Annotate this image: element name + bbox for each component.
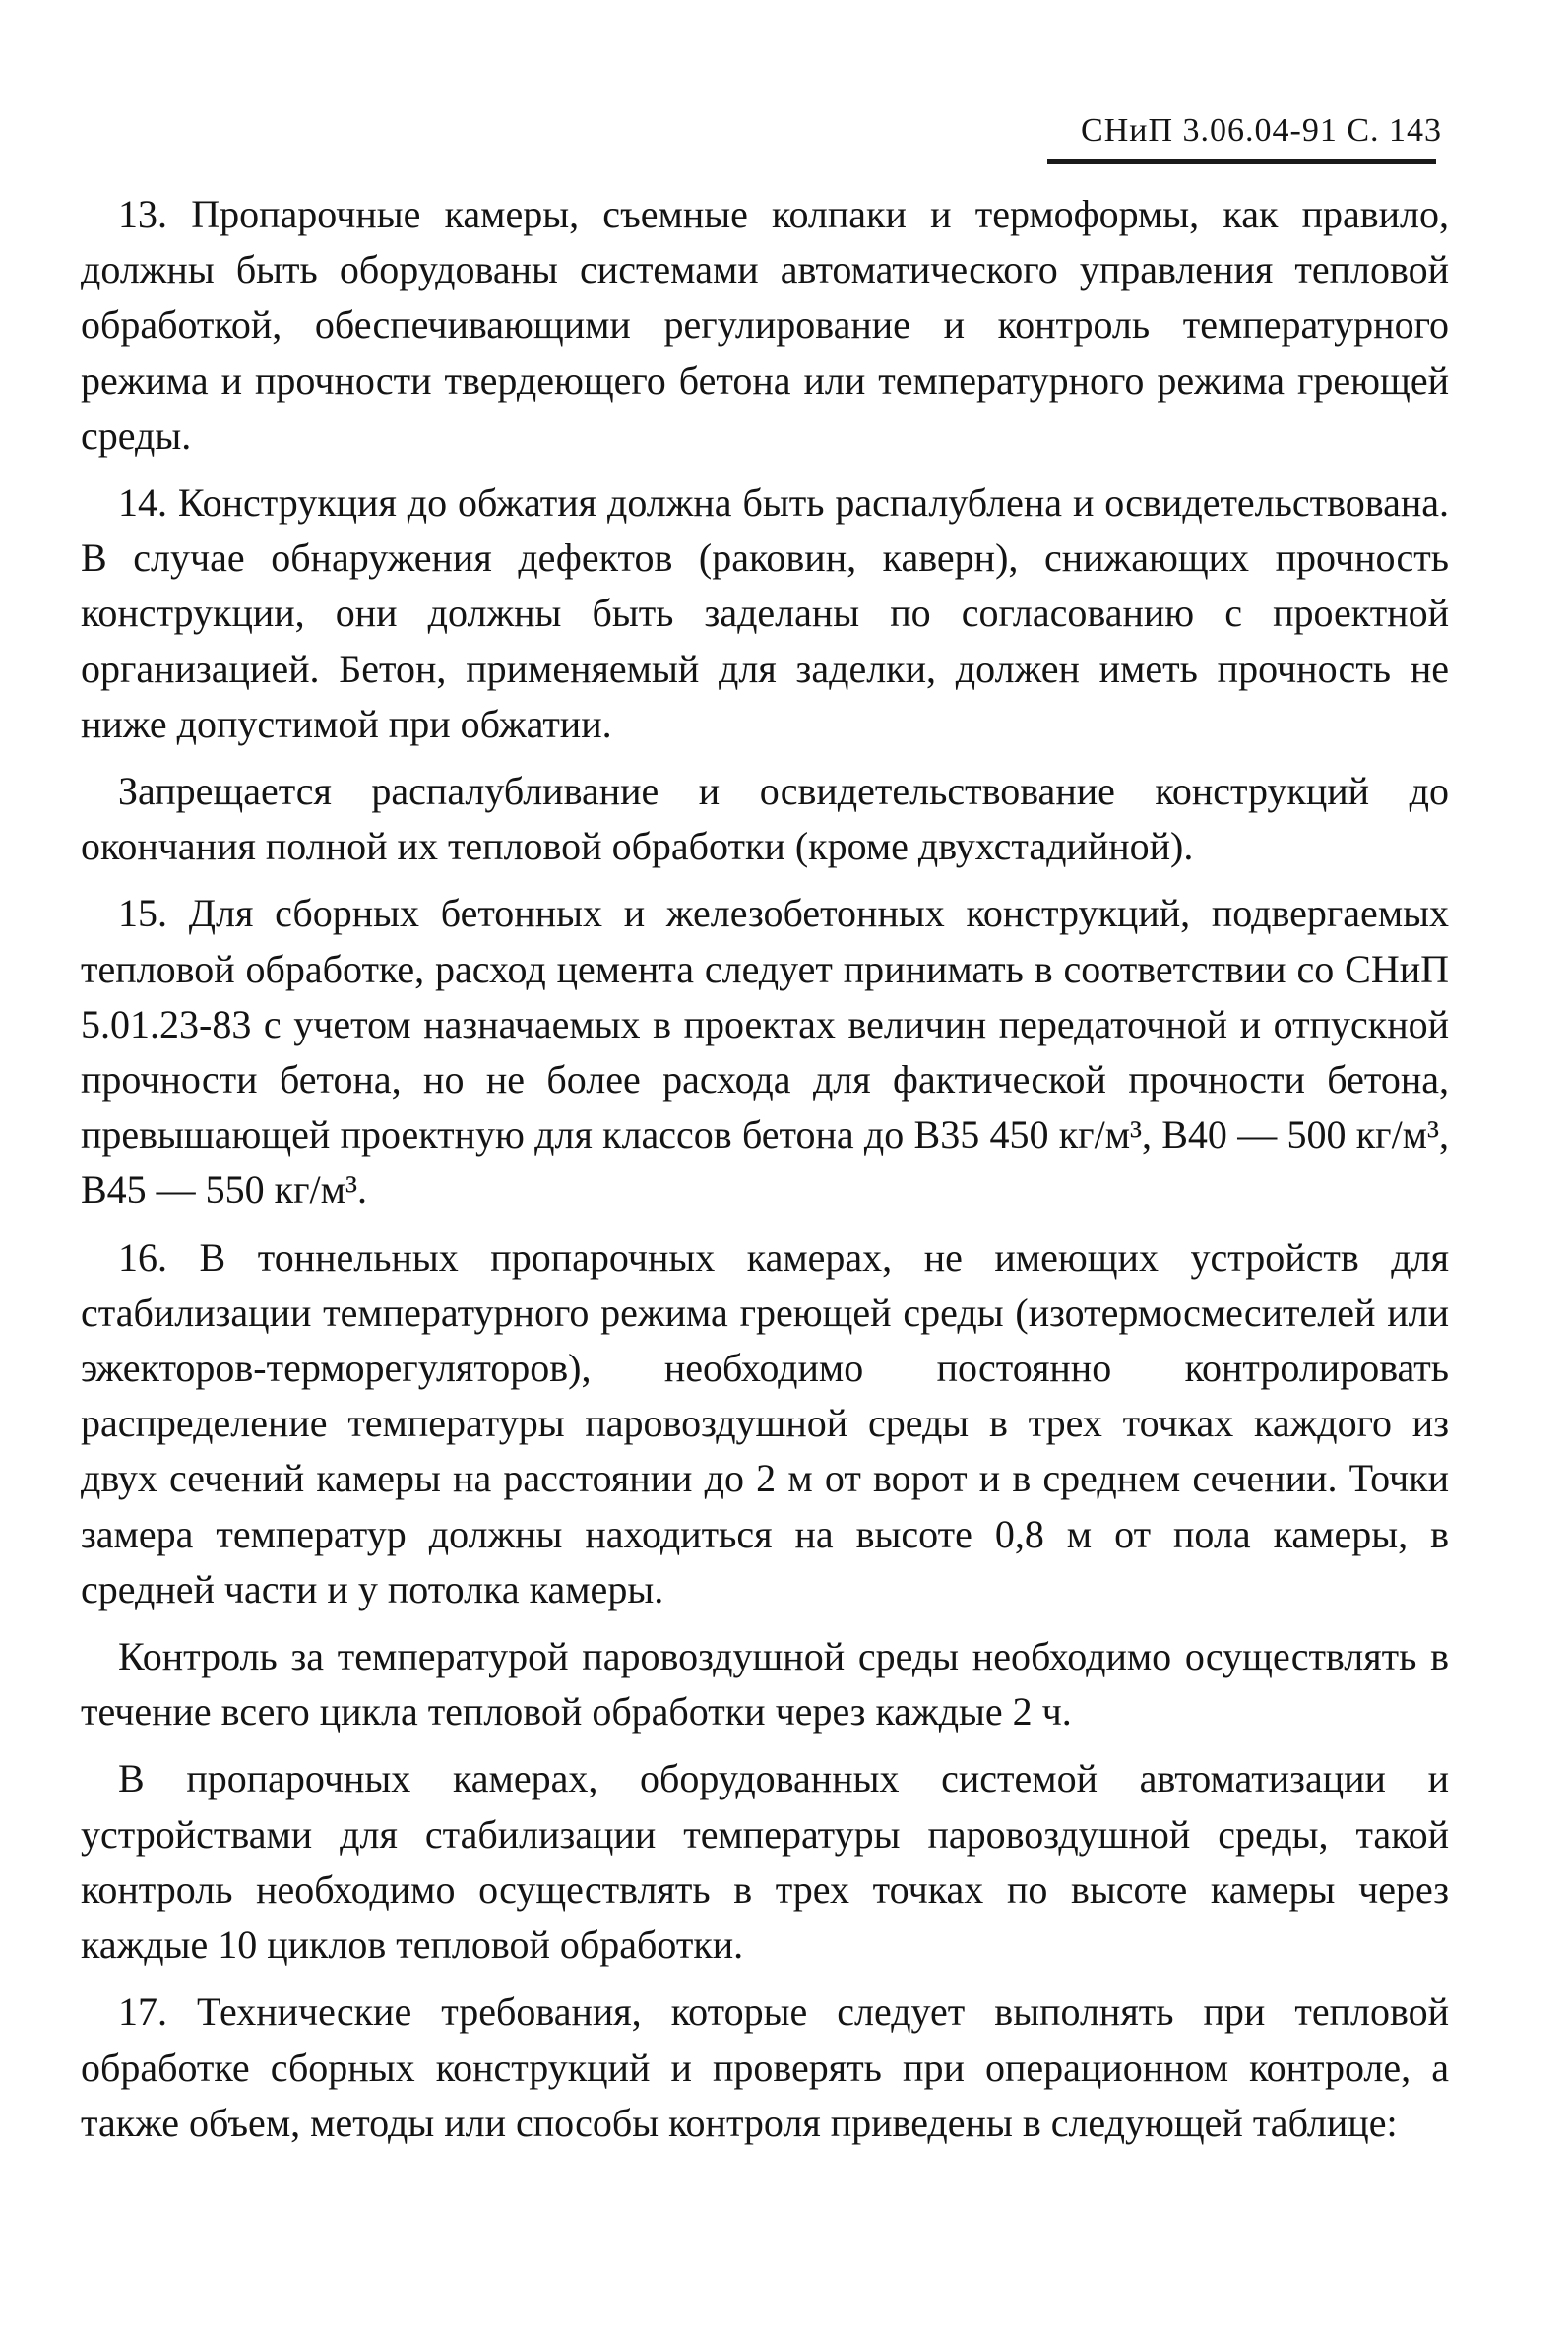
paragraph-16-automation: В пропарочных камерах, оборудованных системой автоматизации и устройствами для стабилизации температуры паровоздушной среды, такой контроль необходимо осуществлять в трех точках по высоте камеры через каждые 10 циклов тепловой обработки.	[81, 1756, 1449, 1968]
paragraph-13: 13. Пропарочные камеры, съемные колпаки и термоформы, как правило, должны быть оборудованы системами автоматического управления тепловой обработкой, обеспечивающими регулирование и контроль температурного режима и прочности твердеющего бетона или температурного режима греющей среды.	[81, 192, 1449, 458]
paragraph-14: 14. Конструкция до обжатия должна быть распалублена и освидетельствована. В случае обнаружения дефектов (раковин, каверн), снижающих прочность конструкции, они должны быть заделаны по согласованию с проектной организацией. Бетон, применяемый для заделки, должен иметь прочность не ниже допустимой при обжатии.	[81, 480, 1449, 746]
paragraph-14-continued: Запрещается распалубливание и освидетельствование конструкций до окончания полной их тепловой обработки (кроме двухстадийной).	[81, 769, 1449, 869]
paragraph-16-control: Контроль за температурой паровоздушной среды необходимо осуществлять в течение всего цикла тепловой обработки через каждые 2 ч.	[81, 1634, 1449, 1734]
paragraph-17: 17. Технические требования, которые следует выполнять при тепловой обработке сборных конструкций и проверять при операционном контроле, а также объем, методы или способы контроля приведены в следующей таблице:	[81, 1989, 1449, 2145]
paragraph-16: 16. В тоннельных пропарочных камерах, не имеющих устройств для стабилизации температурного режима греющей среды (изотермосмесителей или эжекторов-терморегуляторов), необходимо постоянно контролировать распределение температуры паровоздушной среды в трех точках каждого из двух сечений камеры на расстоянии до 2 м от ворот и в среднем сечении. Точки замера температур должны находиться на высоте 0,8 м от пола камеры, в средней части и у потолка камеры.	[81, 1234, 1449, 1611]
header-rule	[1047, 159, 1436, 164]
paragraph-15: 15. Для сборных бетонных и железобетонных конструкций, подвергаемых тепловой обработке, расход цемента следует принимать в соответствии со СНиП 5.01.23-83 с учетом назначаемых в проектах величин передаточной и отпускной прочности бетона, но не более расхода для фактической прочности бетона, превышающей проектную для классов бетона до В35 450 кг/м³, В40 — 500 кг/м³, В45 — 550 кг/м³.	[81, 891, 1449, 1213]
running-header: СНиП 3.06.04-91 С. 143	[1081, 112, 1442, 149]
body-text	[81, 187, 1449, 2163]
